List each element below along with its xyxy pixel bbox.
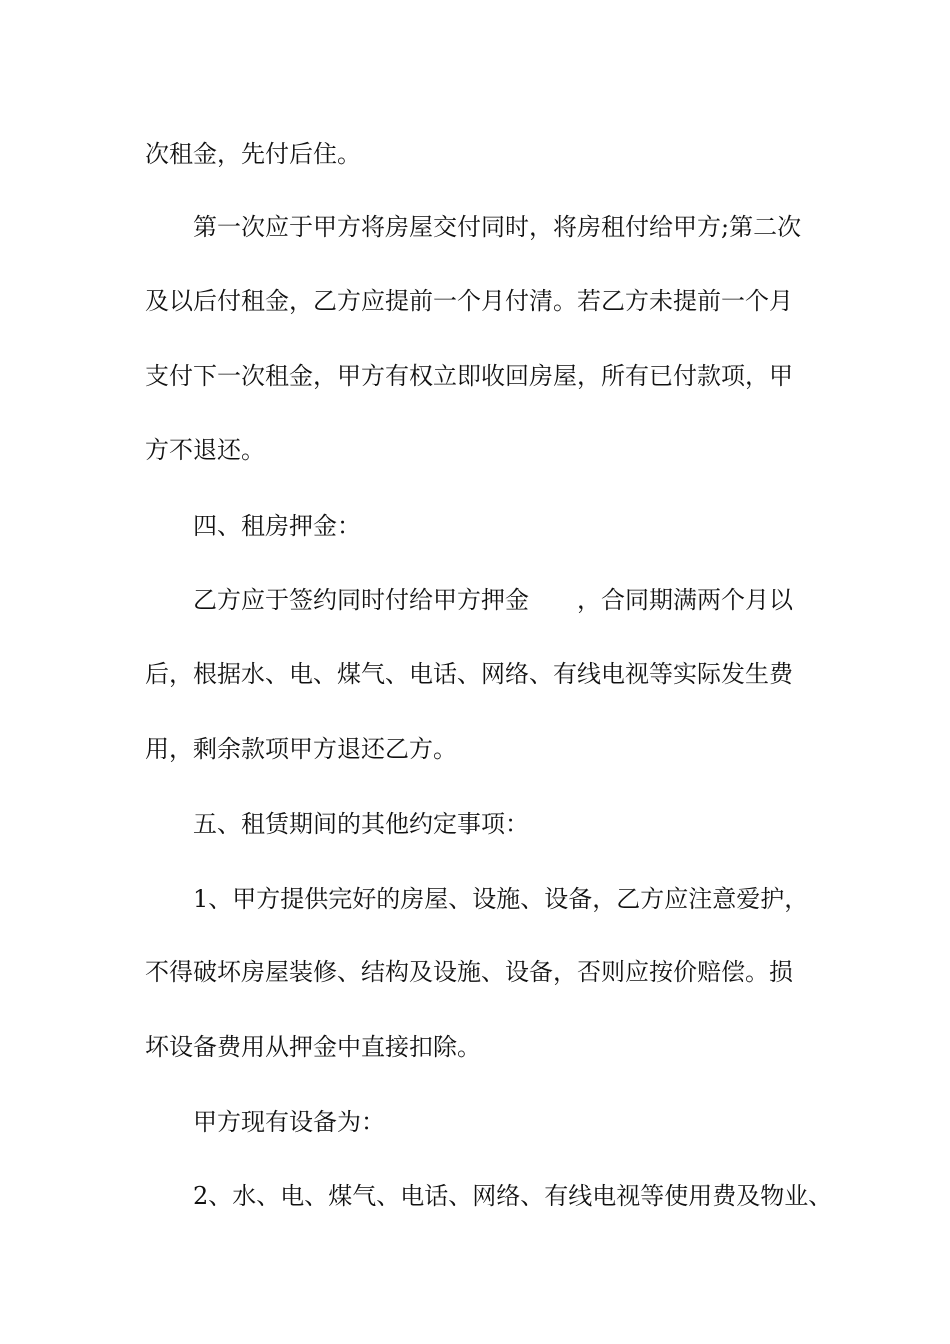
text-line-5: 方不退还。 xyxy=(145,436,265,464)
text-line-3: 及以后付租金，乙方应提前一个月付清。若乙方未提前一个月 xyxy=(145,287,793,315)
section-heading-4: 四、租房押金： xyxy=(193,512,361,540)
text-line-8: 后，根据水、电、煤气、电话、网络、有线电视等实际发生费 xyxy=(145,660,793,688)
text-line-2: 第一次应于甲方将房屋交付同时，将房租付给甲方;第二次 xyxy=(193,213,802,241)
text-line-7: 乙方应于签约同时付给甲方押金 ，合同期满两个月以 xyxy=(193,586,793,614)
text-line-13: 坏设备费用从押金中直接扣除。 xyxy=(145,1033,481,1061)
text-line-12: 不得破坏房屋装修、结构及设施、设备，否则应按价赔偿。损 xyxy=(145,958,793,986)
section-heading-5: 五、租赁期间的其他约定事项： xyxy=(193,810,529,838)
text-line-15: 2、水、电、煤气、电话、网络、有线电视等使用费及物业、 xyxy=(193,1182,833,1210)
text-line-9: 用，剩余款项甲方退还乙方。 xyxy=(145,735,457,763)
text-line-14: 甲方现有设备为： xyxy=(193,1108,385,1136)
text-line-1: 次租金，先付后住。 xyxy=(145,140,361,168)
text-line-4: 支付下一次租金，甲方有权立即收回房屋，所有已付款项，甲 xyxy=(145,362,793,390)
text-line-11: 1、甲方提供完好的房屋、设施、设备，乙方应注意爱护， xyxy=(193,885,809,913)
